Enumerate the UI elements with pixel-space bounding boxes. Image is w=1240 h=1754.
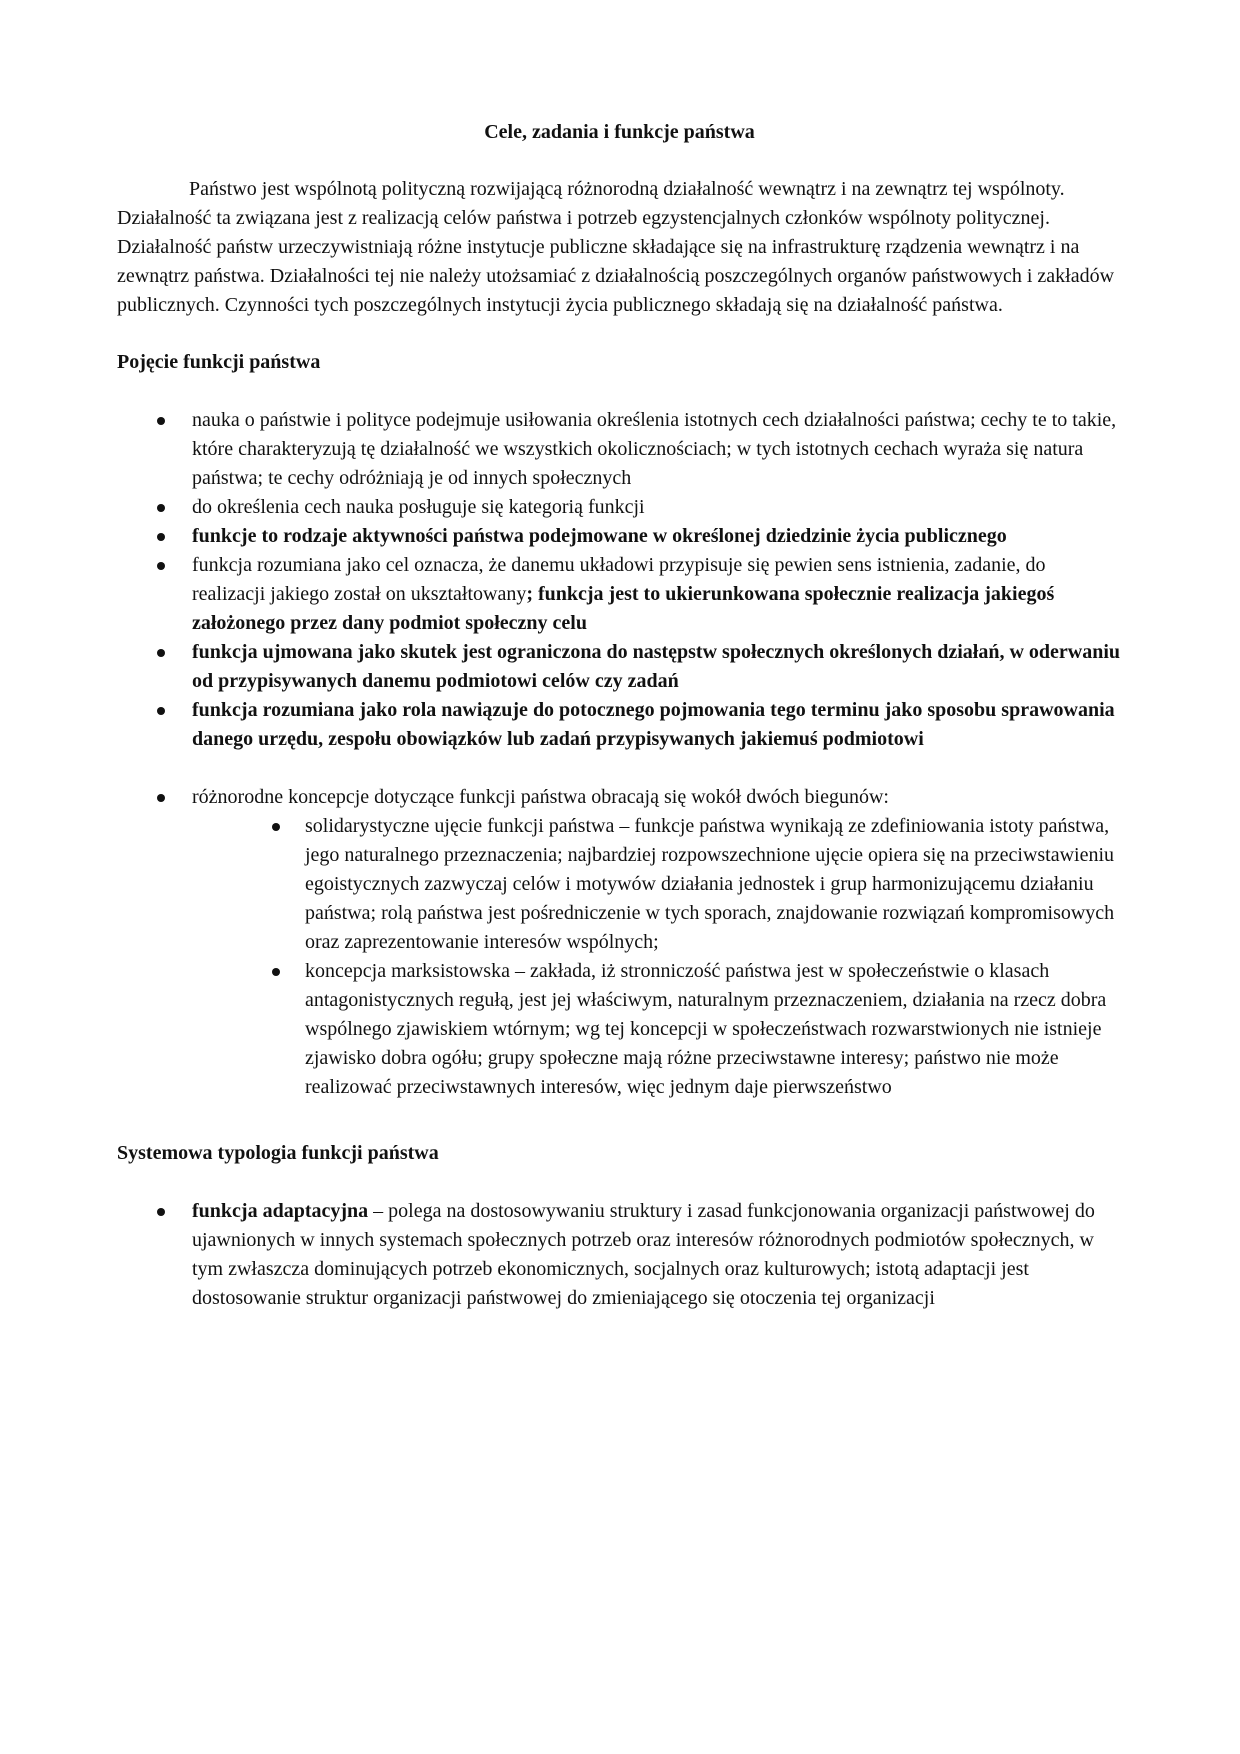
list-item bbox=[117, 1197, 1122, 1313]
bold-text: funkcje to rodzaje aktywności państwa podejmowane w określonej dziedzinie życia publicznego bbox=[192, 525, 1007, 547]
sub-list-item bbox=[117, 957, 1122, 1102]
section1-list bbox=[117, 406, 1122, 1102]
text: – polega na dostosowywaniu struktury i zasad funkcjonowania organizacji państwowej do ujawnionych w innych systemach społecznych potrzeb oraz interesów różnorodnych podmiotów społecznych, w tym zwłaszcza dominujących potrzeb ekonomicznych, socjalnych oraz kulturowych; istotą adaptacji jest dostosowanie struktur organizacji państwowej do zmieniającego się otoczenia tej organizacji bbox=[192, 1200, 1095, 1309]
bold-text: funkcja rozumiana jako rola nawiązuje do potocznego pojmowania tego terminu jako sposobu sprawowania danego urzędu, zespołu obowiązków lub zadań przypisywanych jakiemuś podmiotowi bbox=[192, 699, 1115, 750]
list-item bbox=[117, 696, 1122, 754]
intro-paragraph: Państwo jest wspólnotą polityczną rozwijającą różnorodną działalność wewnątrz i na zewnątrz tej wspólnoty. Działalność ta związana jest z realizacją celów państwa i potrzeb egzystencjalnych członków wspólnoty politycznej. Działalność państw urzeczywistniają różne instytucje publiczne składające się na infrastrukturę rządzenia wewnątrz i na zewnątrz państwa. Działalności tej nie należy utożsamiać z działalnością poszczególnych organów państwowych i zakładów publicznych. Czynności tych poszczególnych instytucji życia publicznego składają się na działalność państwa. bbox=[117, 178, 1115, 316]
list-item bbox=[117, 783, 1122, 812]
list-item bbox=[117, 493, 1122, 522]
bold-text: funkcja adaptacyjna bbox=[192, 1200, 369, 1222]
section-heading-systemowa: Systemowa typologia funkcji państwa bbox=[117, 1142, 439, 1164]
document-title: Cele, zadania i funkcje państwa bbox=[484, 121, 755, 143]
text: różnorodne koncepcje dotyczące funkcji państwa obracają się wokół dwóch biegunów: bbox=[192, 786, 889, 808]
text: solidarystyczne ujęcie funkcji państwa – funkcje państwa wynikają ze zdefiniowania istoty państwa, jego naturalnego przeznaczenia; najbardziej rozpowszechnione ujęcie opiera się na przeciwstawieniu egoistycznych zazwyczaj celów i motywów działania jednostek i grup harmonizującemu działaniu państwa; rolą państwa jest pośredniczenie w tych sporach, znajdowanie rozwiązań kompromisowych oraz zaprezentowanie interesów wspólnych; bbox=[305, 815, 1115, 953]
sub-list-item bbox=[117, 812, 1122, 957]
text: nauka o państwie i polityce podejmuje usiłowania określenia istotnych cech działalności państwa; cechy te to takie, które charakteryzują tę działalność we wszystkich okolicznościach; w tych istotnych cechach wyraża się natura państwa; te cechy odróżniają je od innych społecznych bbox=[192, 409, 1117, 489]
bold-text: ; funkcja jest to ukierunkowana społecznie realizacja jakiegoś założonego przez dany podmiot społeczny celu bbox=[192, 583, 1055, 634]
text: funkcja rozumiana jako cel oznacza, że danemu układowi przypisuje się pewien sens istnienia, zadanie, do realizacji jakiego został on ukształtowany bbox=[192, 554, 1046, 605]
section2-list bbox=[117, 1197, 1122, 1313]
bold-text: funkcja ujmowana jako skutek jest ograniczona do następstw społecznych określonych działań, w oderwaniu od przypisywanych danemu podmiotowi celów czy zadań bbox=[192, 641, 1121, 692]
list-item bbox=[117, 406, 1122, 493]
section-heading-pojecie: Pojęcie funkcji państwa bbox=[117, 351, 321, 373]
list-item bbox=[117, 551, 1122, 638]
list-item bbox=[117, 638, 1122, 696]
document-page bbox=[117, 118, 1122, 1313]
list-item bbox=[117, 522, 1122, 551]
text: koncepcja marksistowska – zakłada, iż stronniczość państwa jest w społeczeństwie o klasach antagonistycznych regułą, jest jej właściwym, naturalnym przeznaczeniem, działania na rzecz dobra wspólnego zjawiskiem wtórnym; wg tej koncepcji w społeczeństwach rozwarstwionych nie istnieje zjawisko dobra ogółu; grupy społeczne mają różne przeciwstawne interesy; państwo nie może realizować przeciwstawnych interesów, więc jednym daje pierwszeństwo bbox=[305, 960, 1107, 1098]
text: do określenia cech nauka posługuje się kategorią funkcji bbox=[192, 496, 645, 518]
